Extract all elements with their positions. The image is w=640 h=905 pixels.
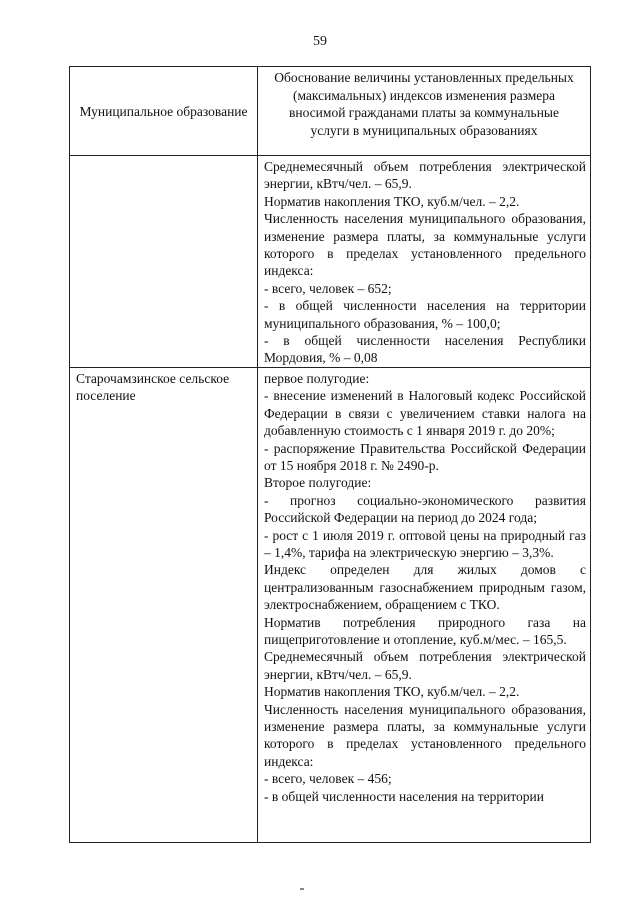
table-row xyxy=(70,156,591,368)
justification-line: Норматив потребления природного газа на пищеприготовление и отопление, куб.м/мес. – 165,5. xyxy=(264,614,586,647)
header-municipality xyxy=(70,67,258,156)
justification-line: Норматив накопления ТКО, куб.м/чел. – 2,2. xyxy=(264,684,520,700)
justification-line: первое полугодие: xyxy=(264,370,370,386)
justification-line: Численность населения муниципального образования, изменение размера платы, за коммунальные услуги которого в пределах установленного предельного индекса: xyxy=(264,701,586,769)
justification-line: - в общей численности населения на территории xyxy=(264,788,544,804)
page-number: 59 xyxy=(313,34,327,49)
justification-line: Численность населения муниципального образования, изменение размера платы, за коммунальные услуги которого в пределах установленного предельного индекса: xyxy=(264,211,586,279)
justification-line: Среднемесячный объем потребления электрической энергии, кВтч/чел. – 65,9. xyxy=(264,649,586,682)
row-municipality xyxy=(70,367,258,842)
row-justification xyxy=(258,156,591,368)
justification-line: Среднемесячный объем потребления электрической энергии, кВтч/чел. – 65,9. xyxy=(264,159,586,192)
table-row xyxy=(70,367,591,842)
row-justification xyxy=(258,367,591,842)
header-justification-text: Обоснование величины установленных предельных (максимальных) индексов изменения размера вносимой гражданами платы за коммунальные услуги в муниципальных образованиях xyxy=(274,70,574,138)
justification-line: Норматив накопления ТКО, куб.м/чел. – 2,2. xyxy=(264,193,520,209)
justification-line: - внесение изменений в Налоговый кодекс Российской Федерации в связи с увеличением ставки налога на добавленную стоимость с 1 января 2019 г. до 20%; xyxy=(264,388,586,439)
header-municipality-text: Муниципальное образование xyxy=(79,103,248,119)
table-header-row xyxy=(70,67,591,156)
justification-line: - прогноз социально-экономического развития Российской Федерации на период до 2024 года; xyxy=(264,492,586,526)
justification-line: - распоряжение Правительства Российской Федерации от 15 ноября 2018 г. № 2490-р. xyxy=(264,440,586,473)
justification-line: - всего, человек – 456; xyxy=(264,771,392,787)
justification-line: - в общей численности населения на территории муниципального образования, % – 100,0; xyxy=(264,298,586,331)
municipality-name: Старочамзинское сельское поселение xyxy=(76,370,230,404)
justification-line: - в общей численности населения Республики Мордовия, % – 0,08 xyxy=(264,333,586,366)
justification-line: - рост с 1 июля 2019 г. оптовой цены на природный газ – 1,4%, тарифа на электрическую энергию – 3,3%. xyxy=(264,527,586,560)
row-municipality xyxy=(70,156,258,368)
justification-table xyxy=(69,66,591,843)
scan-speck xyxy=(300,888,304,890)
justification-line: Индекс определен для жилых домов с централизованным газоснабжением природным газом, электроснабжением, обращением с ТКО. xyxy=(264,562,586,613)
header-justification xyxy=(258,67,591,156)
justification-line: - всего, человек – 652; xyxy=(264,280,392,296)
justification-line: Второе полугодие: xyxy=(264,475,372,491)
